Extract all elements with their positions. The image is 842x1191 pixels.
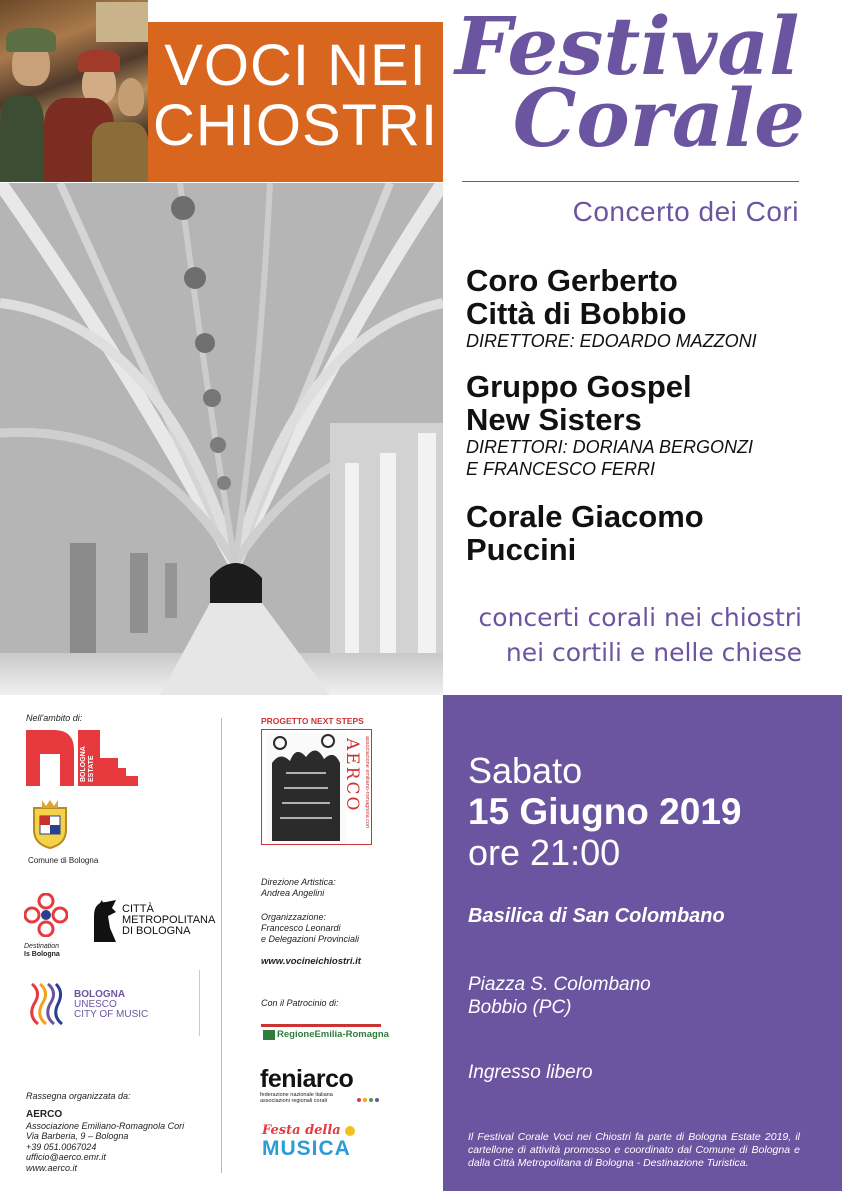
artistic-label: Direzione Artistica:	[261, 877, 336, 887]
event-time: ore 21:00	[468, 832, 621, 873]
regione-logo	[261, 1024, 389, 1042]
organizer-name: AERCO	[26, 1109, 63, 1120]
choir-item	[466, 370, 806, 480]
destination-logo	[24, 893, 74, 959]
choir-director: DIRETTORI: DORIANA BERGONZI	[466, 437, 754, 457]
sun-icon	[345, 1126, 355, 1136]
column-divider	[199, 970, 200, 1036]
event-note: Il Festival Corale Voci nei Chiostri fa parte di Bologna Estate 2019, il cartellone di attività promosso e coordinato dal Comune di Bologna e dalla Città Metropolitana di Bologna - Destinazione Turistica.	[468, 1131, 800, 1169]
choir-director: DIRETTORE: EDOARDO MAZZONI	[466, 331, 757, 351]
website-link[interactable]: www.vocineichiostri.it	[261, 956, 361, 967]
tagline-line1: concerti corali nei chiostri	[478, 603, 802, 632]
cloister-photo	[0, 183, 443, 695]
patronage-label: Con il Patrocinio di:	[261, 998, 339, 1008]
artistic-name: Andrea Angelini	[261, 888, 325, 898]
coat-of-arms-icon	[28, 800, 72, 850]
choir-name: Puccini	[466, 532, 577, 567]
aerco-logo-text: AERCO	[342, 738, 362, 813]
organizer-address: Via Barberia, 9 – Bologna	[26, 1131, 129, 1141]
comune-logo	[28, 800, 99, 865]
regione-flag-icon	[263, 1030, 275, 1040]
destination-line2: Is Bologna	[24, 951, 60, 958]
festival-line1: Festival	[455, 0, 800, 93]
title-box	[148, 22, 443, 182]
organization	[261, 912, 359, 945]
destination-bologna-icon	[24, 893, 68, 937]
choir-name: New Sisters	[466, 402, 642, 437]
organizer-full: Associazione Emiliano-Romagnola Cori	[26, 1120, 185, 1131]
title-line1: VOCI NEI	[164, 33, 427, 98]
unesco-line1: BOLOGNA	[74, 989, 126, 1000]
tagline	[462, 600, 802, 670]
regione-text: RegioneEmilia-Romagna	[277, 1029, 389, 1040]
event-day: Sabato	[468, 750, 583, 791]
divider	[462, 181, 799, 182]
choir-director: E FRANCESCO FERRI	[466, 459, 656, 479]
organized-label: Rassegna organizzata da:	[26, 1091, 131, 1101]
choir-engraving-icon	[266, 733, 346, 843]
festival-line2: Corale	[512, 71, 805, 165]
organizer-phone: +39 051.0067024	[26, 1141, 97, 1152]
unesco-line3: CITY OF MUSIC	[74, 1009, 149, 1020]
artistic-direction	[261, 877, 336, 899]
event-panel	[443, 695, 842, 1191]
choir-item	[466, 500, 806, 566]
feniarco-sub2: associazioni regionali corali	[260, 1098, 327, 1104]
subtitle: Concerto dei Cori	[572, 196, 799, 227]
title-line2: CHIOSTRI	[152, 93, 439, 158]
org-label: Organizzazione:	[261, 912, 327, 922]
lion-icon	[90, 898, 120, 944]
color-dots-icon	[356, 1096, 380, 1104]
org-line2: e Delegazioni Provinciali	[261, 934, 360, 944]
festa-line2: MUSICA	[262, 1137, 351, 1160]
organizer-email: ufficio@aerco.emr.it	[26, 1152, 106, 1162]
music-waves-icon	[28, 980, 64, 1028]
project-label: PROGETTO NEXT STEPS	[261, 716, 364, 726]
tagline-line2: nei cortili e nelle chiese	[505, 638, 802, 667]
festa-line1: Festa della	[262, 1123, 341, 1138]
aerco-logo-sub: associazione emiliano-romagnola cori	[364, 736, 370, 829]
bologna-estate-text: BOLOGNA ESTATE	[80, 746, 95, 782]
event-date: 15 Giugno 2019	[468, 791, 742, 832]
event-venue: Basilica di San Colombano	[468, 905, 725, 927]
ambito-label: Nell'ambito di:	[26, 713, 83, 723]
address-line1: Piazza S. Colombano	[468, 974, 651, 995]
choir-name: Città di Bobbio	[466, 296, 687, 331]
comune-label: Comune di Bologna	[28, 856, 99, 865]
festa-musica-logo	[262, 1124, 357, 1160]
unesco-line2: UNESCO	[74, 999, 117, 1010]
feniarco-text: feniarco	[260, 1065, 354, 1093]
feniarco-sub1: federazione nazionale italiana	[260, 1092, 333, 1098]
address-line2: Bobbio (PC)	[468, 997, 572, 1018]
feniarco-logo	[260, 1066, 353, 1104]
choir-name: Gruppo Gospel	[466, 369, 692, 404]
org-line1: Francesco Leonardi	[261, 923, 341, 933]
organizer-site: www.aerco.it	[26, 1162, 78, 1173]
choir-name: Corale Giacomo	[466, 499, 704, 534]
event-address	[468, 973, 651, 1019]
choirs-list	[466, 264, 806, 566]
organizer-block	[26, 1110, 184, 1173]
event-entry: Ingresso libero	[468, 1062, 593, 1083]
festival-title	[455, 0, 805, 165]
unesco-logo	[28, 980, 149, 1032]
fresco-image	[0, 0, 148, 182]
bologna-estate-logo	[26, 730, 138, 786]
choir-name: Coro Gerberto	[466, 263, 678, 298]
destination-line1: Destination	[24, 943, 60, 950]
cloister-illustration	[0, 183, 443, 695]
citta-line1: CITTÀ	[122, 903, 154, 915]
choir-item	[466, 264, 806, 352]
column-divider	[221, 718, 222, 1173]
citta-line2: METROPOLITANA	[122, 914, 216, 926]
citta-line3: DI BOLOGNA	[122, 925, 191, 937]
aerco-logo	[261, 729, 372, 845]
